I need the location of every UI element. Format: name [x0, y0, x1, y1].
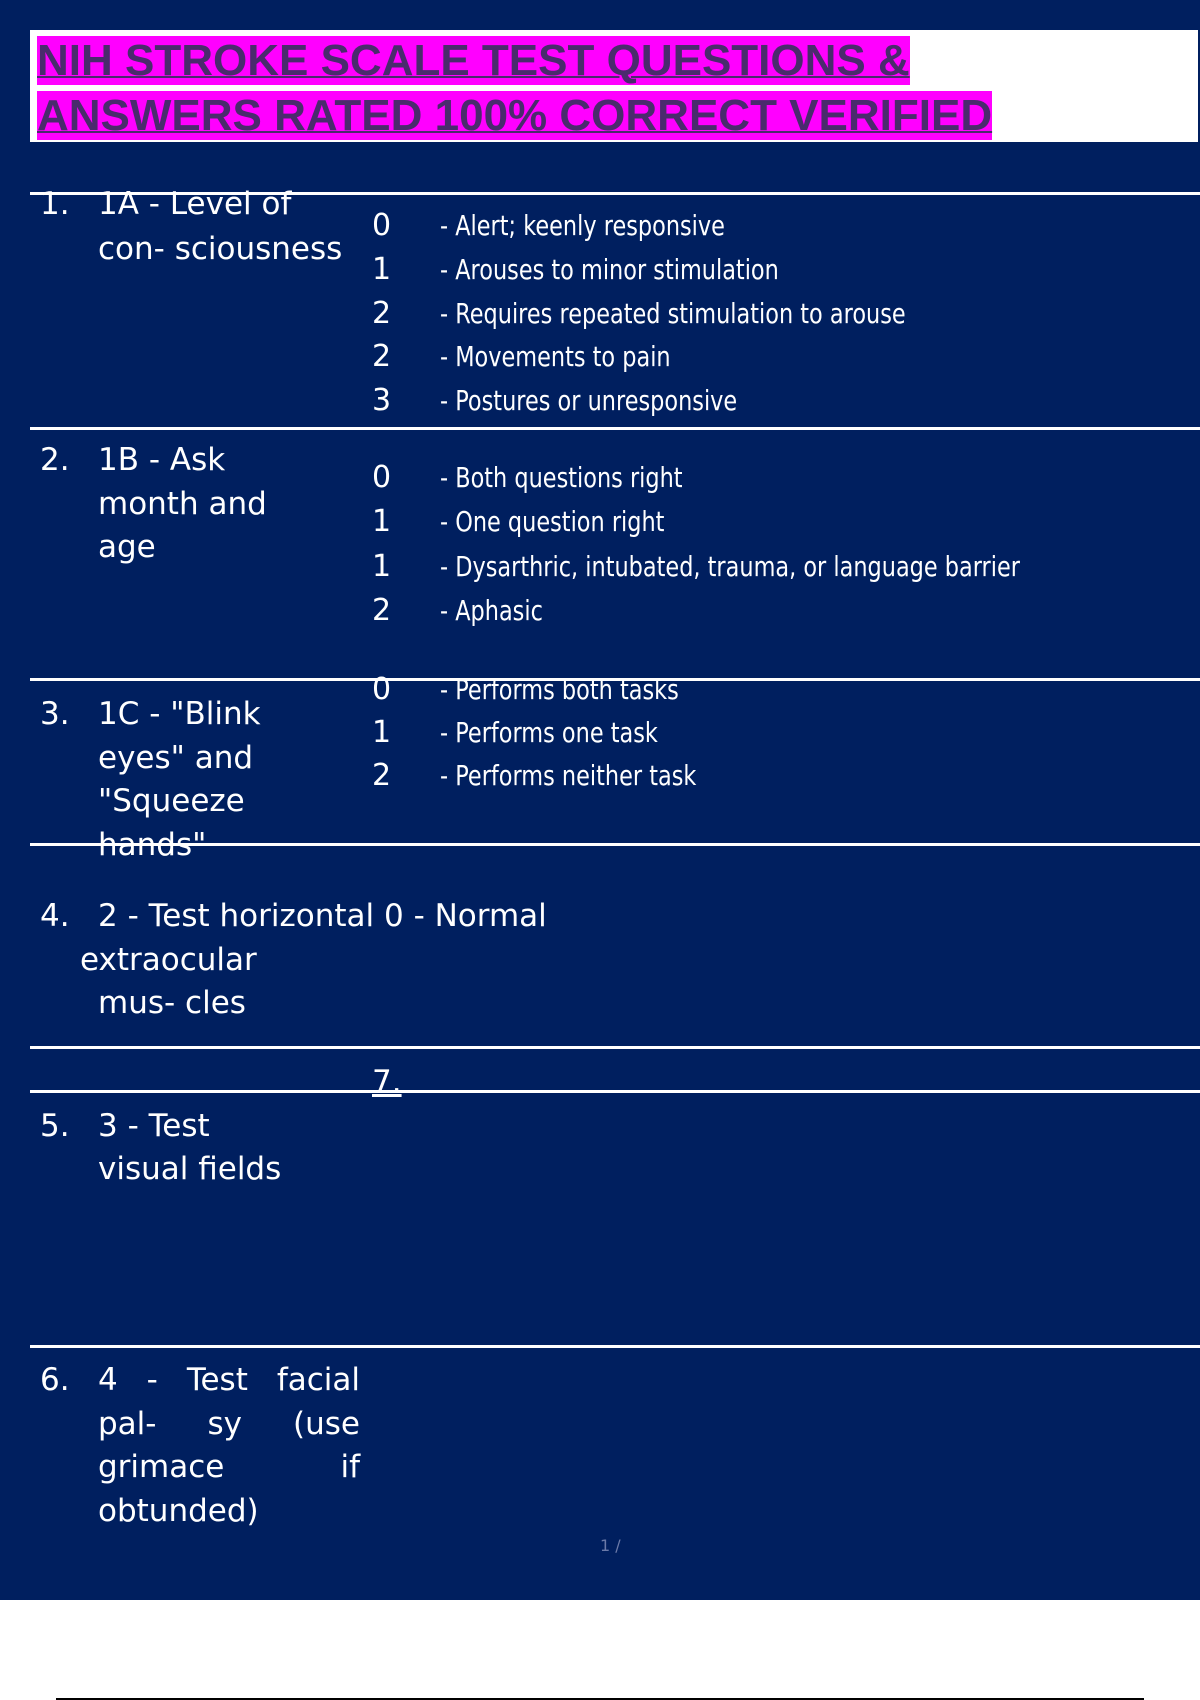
question-3-line-3: "Squeeze [98, 783, 245, 819]
q1-answer-4-text: - Movements to pain [440, 340, 671, 373]
q1-answer-2-text: - Arouses to minor stimulation [440, 253, 779, 286]
divider-7 [30, 1345, 1200, 1348]
q3-answer-1-score: 0 [372, 672, 392, 707]
question-1-number: 1. [40, 186, 70, 222]
question-3-line-1: 1C - "Blink [98, 696, 261, 732]
question-4-line-3: mus- cles [98, 985, 246, 1021]
q1-answer-4-score: 2 [372, 339, 392, 374]
question-4-line-1: 2 - Test horizontal 0 - Normal [98, 898, 547, 934]
q2-answer-1-score: 0 [372, 460, 392, 495]
document-title [37, 33, 992, 143]
q3-answer-3-text: - Performs neither task [440, 759, 697, 792]
q2-answer-3-score: 1 [372, 549, 392, 584]
question-3-number: 3. [40, 696, 70, 732]
divider-5 [30, 1046, 1200, 1049]
title-line-1: NIH STROKE SCALE TEST QUESTIONS & [37, 36, 910, 85]
q3-answer-2-score: 1 [372, 715, 392, 750]
question-5-line-2: visual fields [98, 1151, 282, 1187]
q2-answer-4-text: - Aphasic [440, 594, 543, 627]
q3-answer-2-text: - Performs one task [440, 716, 658, 749]
question-1-line-1: 1A - Level of [98, 186, 292, 222]
question-6-line-1: 4 - Test facial [98, 1362, 360, 1398]
q2-answer-1-text: - Both questions right [440, 461, 683, 494]
q2-answer-3-text: - Dysarthric, intubated, trauma, or language barrier [440, 550, 1020, 583]
question-3-line-2: eyes" and [98, 740, 254, 776]
q1-answer-2-score: 1 [372, 252, 392, 287]
divider-6 [30, 1090, 1200, 1093]
q1-answer-5-score: 3 [372, 383, 392, 418]
question-1-line-2: con- sciousness [98, 231, 343, 267]
q2-answer-2-text: - One question right [440, 505, 665, 538]
stray-number: 7. [372, 1064, 402, 1100]
title-line-2: ANSWERS RATED 100% CORRECT VERIFIED [37, 91, 993, 140]
question-6-line-4: obtunded) [98, 1493, 259, 1529]
q1-answer-1-text: - Alert; keenly responsive [440, 209, 725, 242]
question-4-number: 4. [40, 898, 70, 934]
question-3-line-4: hands" [98, 827, 207, 863]
page-number: 1 / [600, 1536, 621, 1555]
question-5-number: 5. [40, 1108, 70, 1144]
q1-answer-5-text: - Postures or unresponsive [440, 384, 738, 417]
question-2-number: 2. [40, 442, 70, 478]
question-2-line-2: month and [98, 486, 267, 522]
q1-answer-3-text: - Requires repeated stimulation to arouse [440, 297, 906, 330]
question-6-number: 6. [40, 1362, 70, 1398]
q3-answer-3-score: 2 [372, 758, 392, 793]
question-5-line-1: 3 - Test [98, 1108, 210, 1144]
q2-answer-2-score: 1 [372, 504, 392, 539]
q1-answer-3-score: 2 [372, 296, 392, 331]
q2-answer-4-score: 2 [372, 593, 392, 628]
q3-answer-1-text: - Performs both tasks [440, 673, 679, 706]
question-2-line-3: age [98, 529, 156, 565]
question-4-line-2: extraocular [80, 942, 257, 978]
question-6-line-2: pal- sy (use [98, 1406, 360, 1442]
divider-2 [30, 427, 1200, 430]
q1-answer-1-score: 0 [372, 208, 392, 243]
question-2-line-1: 1B - Ask [98, 442, 226, 478]
question-6-line-3: grimace if [98, 1449, 360, 1485]
